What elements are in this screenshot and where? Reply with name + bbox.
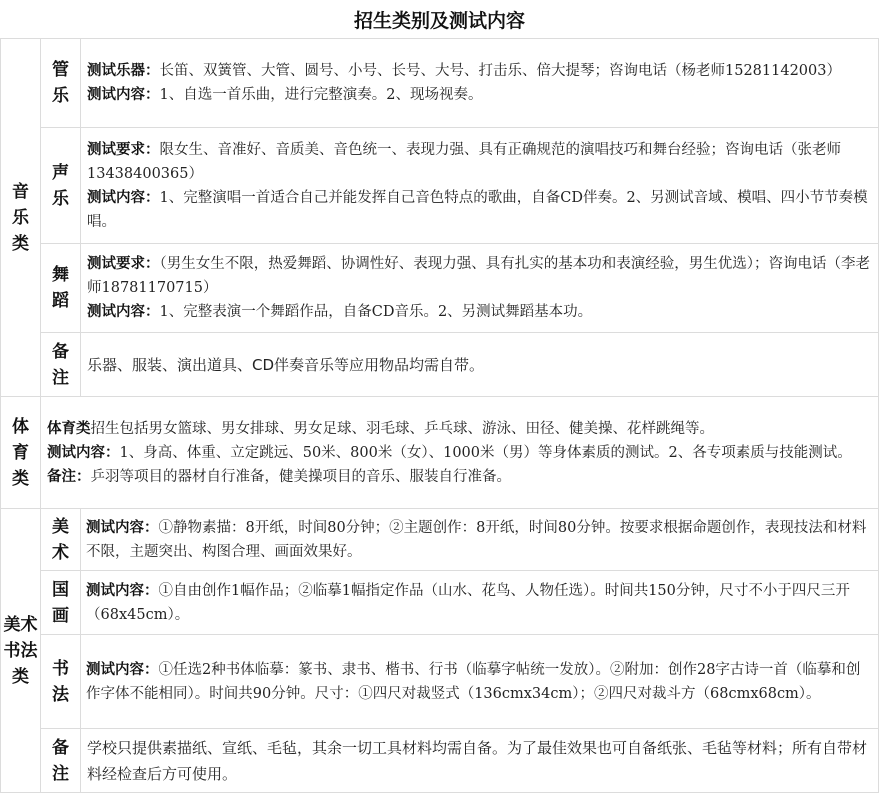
sub-vocal bbox=[41, 128, 81, 244]
calligraphy-test-label: 测试内容： bbox=[86, 661, 159, 678]
sub-art-note bbox=[41, 729, 81, 793]
sports-test-label: 测试内容： bbox=[47, 444, 120, 461]
wind-test-text: 1、自选一首乐曲，进行完整演奏。2、现场视奏。 bbox=[159, 87, 483, 103]
dance-test-text: 1、完整表演一个舞蹈作品，自备CD音乐。2、另测试舞蹈基本功。 bbox=[159, 304, 593, 320]
sports-test-text: 1、身高、体重、立定跳远、50米、800米（女）、1000米（男）等身体素质的测试。2、各专项素质与技能测试。 bbox=[119, 444, 852, 461]
vocal-req-text: 限女生、音准好、音质美、音色统一、表现力强、具有正确规范的演唱技巧和舞台经验；咨询电话（张老师13438400365） bbox=[87, 141, 841, 182]
sports-note-label: 备注： bbox=[47, 468, 91, 485]
sports-intro-text: 招生包括男女篮球、男女排球、男女足球、羽毛球、乒乓球、游泳、田径、健美操、花样跳绳等。 bbox=[90, 420, 714, 437]
art-row-note bbox=[1, 729, 879, 793]
sports-intro-label: 体育类 bbox=[47, 420, 91, 437]
vocal-req-label: 测试要求： bbox=[87, 141, 160, 158]
music-row-vocal bbox=[1, 128, 879, 244]
dance-test-label: 测试内容： bbox=[87, 304, 160, 320]
sub-vocal-label: 声乐 bbox=[52, 162, 69, 209]
sub-dance bbox=[41, 244, 81, 333]
category-sports bbox=[1, 397, 41, 509]
sub-chinese-painting bbox=[41, 571, 81, 635]
art-row-painting bbox=[1, 571, 879, 635]
sub-dance-label: 舞蹈 bbox=[52, 265, 69, 311]
music-row-wind bbox=[1, 39, 879, 128]
dance-req-label: 测试要求： bbox=[87, 256, 160, 272]
sub-wind bbox=[41, 39, 81, 128]
sub-drawing bbox=[41, 509, 81, 571]
category-art-label: 美术书法类 bbox=[3, 614, 38, 687]
music-note-text: 乐器、服装、演出道具、CD伴奏音乐等应用物品均需自带。 bbox=[81, 333, 879, 397]
painting-test-label: 测试内容： bbox=[86, 582, 159, 599]
category-sports-label: 体育类 bbox=[12, 416, 29, 489]
drawing-content bbox=[81, 509, 879, 571]
sub-drawing-label: 美术 bbox=[52, 516, 69, 563]
calligraphy-test-text: ①任选2种书体临摹：篆书、隶书、楷书、行书（临摹字帖统一发放）。②附加：创作28字古诗一首（临摹和创作字体不能相同）。时间共90分钟。尺寸：①四尺对裁竖式（136cmx34cm）；②四尺对裁斗方（68cmx68cm）。 bbox=[86, 661, 861, 702]
dance-req-text: （男生女生不限，热爱舞蹈、协调性好、表现力强、具有扎实的基本功和表演经验，男生优选）；咨询电话（李老师18781170715） bbox=[87, 256, 870, 296]
vocal-content bbox=[81, 128, 879, 244]
dance-content bbox=[81, 244, 879, 333]
sub-wind-label: 管乐 bbox=[52, 60, 69, 106]
drawing-test-label: 测试内容： bbox=[86, 519, 159, 536]
category-art bbox=[1, 509, 41, 793]
sub-music-note bbox=[41, 333, 81, 397]
sports-row bbox=[1, 397, 879, 509]
music-row-note bbox=[1, 333, 879, 397]
painting-test-text: ①自由创作1幅作品；②临摹1幅指定作品（山水、花鸟、人物任选）。时间共150分钟，尺寸不小于四尺三开（68x45cm）。 bbox=[86, 582, 850, 623]
music-row-dance bbox=[1, 244, 879, 333]
sub-chinese-painting-label: 国画 bbox=[52, 579, 69, 626]
sub-art-note-label: 备注 bbox=[52, 737, 69, 784]
art-row-drawing bbox=[1, 509, 879, 571]
page-title: 招生类别及测试内容 bbox=[353, 10, 525, 32]
sports-content bbox=[41, 397, 879, 509]
drawing-test-text: ①静物素描：8开纸，时间80分钟；②主题创作：8开纸，时间80分钟。按要求根据命题创作，表现技法和材料不限，主题突出、构图合理、画面效果好。 bbox=[86, 519, 867, 560]
wind-test-label: 测试内容： bbox=[87, 87, 160, 103]
art-row-calligraphy bbox=[1, 635, 879, 729]
admission-table bbox=[0, 38, 879, 793]
wind-content bbox=[81, 39, 879, 128]
category-music-label: 音乐类 bbox=[12, 181, 29, 254]
wind-instruments-text: 长笛、双簧管、大管、圆号、小号、长号、大号、打击乐、倍大提琴；咨询电话（杨老师15281142003） bbox=[159, 63, 841, 79]
category-music bbox=[1, 39, 41, 397]
painting-content bbox=[81, 571, 879, 635]
sub-music-note-label: 备注 bbox=[52, 341, 69, 388]
calligraphy-content bbox=[81, 635, 879, 729]
sub-calligraphy-label: 书法 bbox=[52, 658, 69, 705]
sports-note-text: 乒羽等项目的器材自行准备，健美操项目的音乐、服装自行准备。 bbox=[90, 468, 511, 485]
vocal-test-label: 测试内容： bbox=[87, 189, 160, 206]
art-note-text: 学校只提供素描纸、宣纸、毛毡，其余一切工具材料均需自备。为了最佳效果也可自备纸张、毛毡等材料；所有自带材料经检查后方可使用。 bbox=[81, 729, 879, 793]
wind-instruments-label: 测试乐器： bbox=[87, 63, 160, 79]
vocal-test-text: 1、完整演唱一首适合自己并能发挥自己音色特点的歌曲，自备CD伴奏。2、另测试音域、模唱、四小节节奏模唱。 bbox=[87, 189, 868, 230]
sub-calligraphy bbox=[41, 635, 81, 729]
